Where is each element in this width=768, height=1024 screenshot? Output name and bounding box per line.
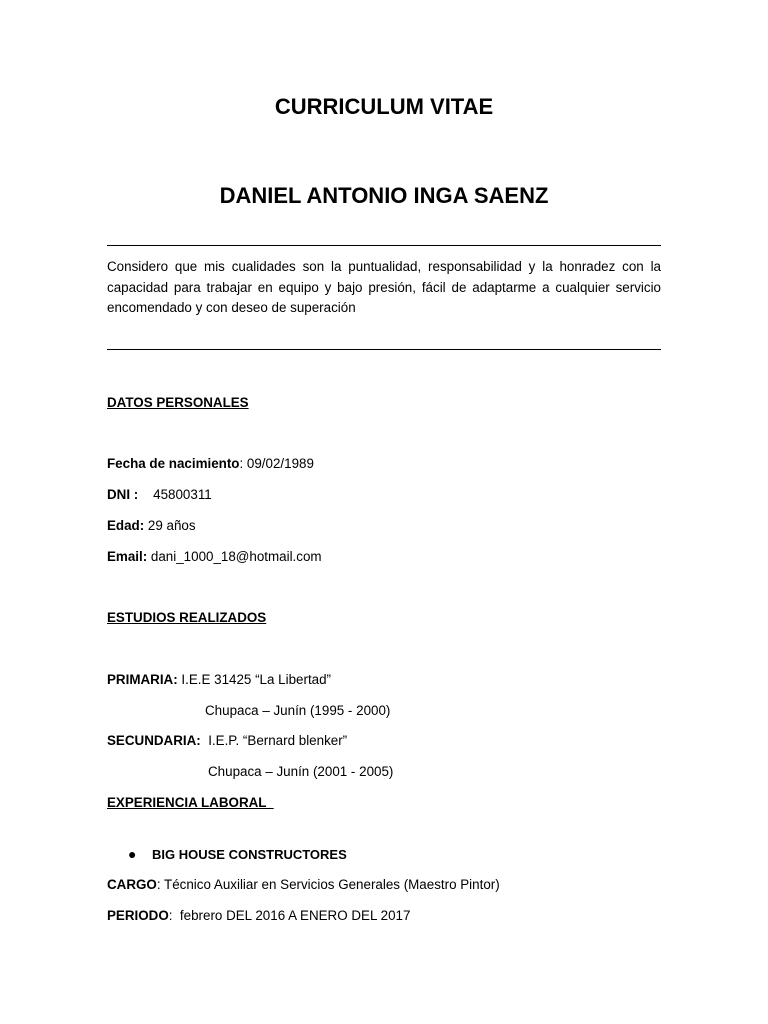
email-label: Email: bbox=[107, 549, 148, 564]
birth-date-label: Fecha de nacimiento bbox=[107, 456, 240, 471]
candidate-name: DANIEL ANTONIO INGA SAENZ bbox=[219, 183, 549, 208]
role-line bbox=[107, 877, 500, 892]
dni-value: 45800311 bbox=[138, 487, 212, 502]
role-label: CARGO bbox=[107, 877, 157, 892]
studies-heading: ESTUDIOS REALIZADOS bbox=[107, 610, 267, 625]
bullet-icon: ● bbox=[128, 846, 137, 862]
email-value: dani_1000_18@hotmail.com bbox=[147, 549, 322, 564]
period-label: PERIODO bbox=[107, 908, 169, 923]
primary-label: PRIMARIA: bbox=[107, 672, 178, 687]
top-divider bbox=[107, 245, 661, 246]
birth-date-value: : 09/02/1989 bbox=[239, 456, 314, 471]
profile-summary: Considero que mis cualidades son la puntualidad, responsabilidad y la honradez con la capacidad para trabajar en equipo y bajo presión, fácil de adaptarme a cualquier servicio encomendado y con deseo de superación bbox=[107, 259, 661, 316]
dni-label: DNI : bbox=[107, 487, 139, 502]
secondary-school: I.E.P. “Bernard blenker” bbox=[200, 733, 348, 748]
experience-heading: EXPERIENCIA LABORAL bbox=[107, 795, 274, 810]
secondary-label: SECUNDARIA: bbox=[107, 733, 201, 748]
document-title: CURRICULUM VITAE bbox=[274, 94, 494, 119]
personal-data-heading: DATOS PERSONALES bbox=[107, 395, 249, 410]
period-line bbox=[107, 908, 410, 923]
age-line bbox=[107, 518, 196, 533]
primary-line bbox=[107, 672, 331, 687]
role-value: : Técnico Auxiliar en Servicios Generales (Maestro Pintor) bbox=[156, 877, 500, 892]
bottom-divider bbox=[107, 349, 661, 350]
secondary-place: Chupaca – Junín (2001 - 2005) bbox=[208, 764, 394, 779]
age-label: Edad: bbox=[107, 518, 145, 533]
period-value: : febrero DEL 2016 A ENERO DEL 2017 bbox=[168, 908, 411, 923]
email-line bbox=[107, 549, 322, 564]
primary-school: I.E.E 31425 “La Libertad” bbox=[177, 672, 332, 687]
secondary-line bbox=[107, 733, 347, 748]
primary-place: Chupaca – Junín (1995 - 2000) bbox=[205, 703, 391, 718]
company-name: BIG HOUSE CONSTRUCTORES bbox=[152, 847, 347, 862]
dni-line bbox=[107, 487, 212, 502]
birth-date-line bbox=[107, 456, 314, 471]
age-value: 29 años bbox=[144, 518, 196, 533]
